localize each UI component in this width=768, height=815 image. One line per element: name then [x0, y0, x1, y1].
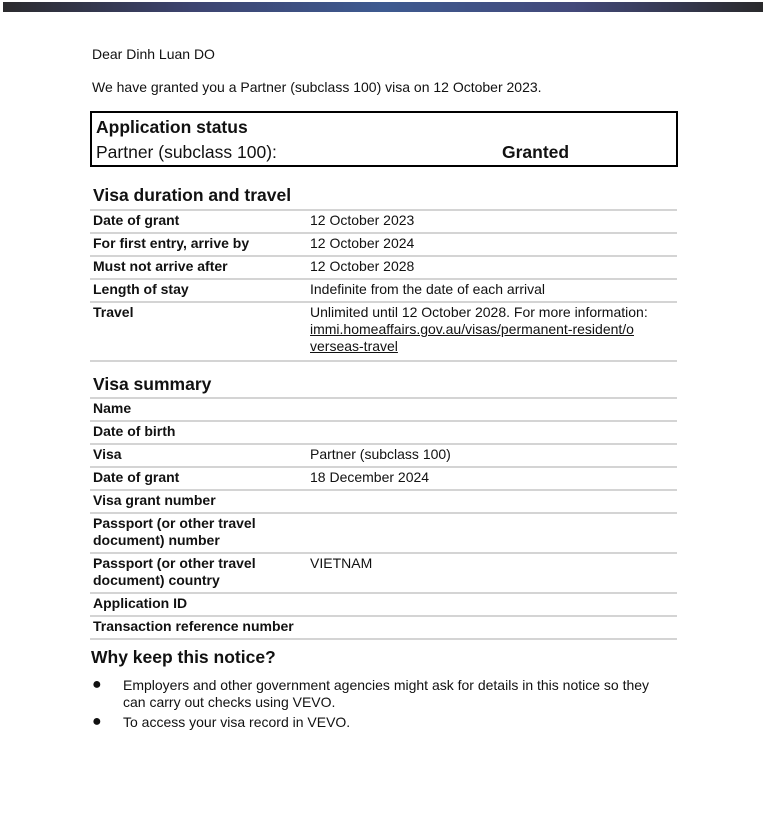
list-item — [92, 714, 672, 731]
table-row — [90, 490, 677, 513]
why-heading: Why keep this notice? — [91, 647, 276, 667]
why-list — [92, 677, 672, 734]
summary-table — [90, 397, 677, 640]
list-item-text: To access your visa record in VEVO. — [123, 714, 351, 730]
table-row — [90, 467, 677, 490]
table-row — [90, 233, 677, 256]
table-row — [90, 593, 677, 616]
bullet-icon: ● — [92, 713, 102, 730]
row-label: Transaction reference number — [90, 616, 307, 639]
row-value: 12 October 2024 — [307, 233, 677, 256]
table-row — [90, 553, 677, 593]
list-item — [92, 677, 672, 711]
row-label: Visa grant number — [90, 490, 307, 513]
row-value: 12 October 2023 — [307, 210, 677, 233]
table-row — [90, 302, 677, 361]
summary-heading: Visa summary — [93, 374, 212, 394]
intro-text: We have granted you a Partner (subclass 100) visa on 12 October 2023. — [92, 79, 542, 95]
row-value: 18 December 2024 — [307, 467, 677, 490]
duration-table — [90, 209, 677, 362]
header-bar — [3, 2, 763, 12]
row-value: Partner (subclass 100) — [307, 444, 677, 467]
row-label: Length of stay — [90, 279, 307, 302]
row-label: Must not arrive after — [90, 256, 307, 279]
table-row — [90, 279, 677, 302]
travel-info-link[interactable]: immi.homeaffairs.gov.au/visas/permanent-resident/overseas-travel — [310, 321, 634, 354]
row-label: For first entry, arrive by — [90, 233, 307, 256]
duration-heading: Visa duration and travel — [93, 185, 292, 205]
greeting: Dear Dinh Luan DO — [92, 46, 215, 62]
row-value — [307, 398, 677, 421]
row-value: 12 October 2028 — [307, 256, 677, 279]
row-value — [307, 513, 677, 553]
bullet-icon: ● — [92, 676, 102, 693]
row-value: VIETNAM — [307, 553, 677, 593]
row-value — [307, 490, 677, 513]
row-value — [307, 421, 677, 444]
table-row — [90, 398, 677, 421]
row-label: Application ID — [90, 593, 307, 616]
row-value — [307, 593, 677, 616]
list-item-text: Employers and other government agencies might ask for details in this notice so they can carry out checks using VEVO. — [123, 677, 650, 710]
row-label: Passport (or other travel document) number — [90, 513, 307, 553]
table-row — [90, 616, 677, 639]
row-label: Visa — [90, 444, 307, 467]
row-value: Unlimited until 12 October 2028. For more information: — [310, 304, 648, 320]
row-label: Date of grant — [90, 467, 307, 490]
row-label: Date of grant — [90, 210, 307, 233]
application-status-box — [90, 111, 678, 167]
row-label: Name — [90, 398, 307, 421]
row-label: Date of birth — [90, 421, 307, 444]
table-row — [90, 444, 677, 467]
row-value: Indefinite from the date of each arrival — [307, 279, 677, 302]
row-label: Passport (or other travel document) country — [90, 553, 307, 593]
table-row — [90, 256, 677, 279]
status-heading: Application status — [96, 117, 248, 137]
status-label: Partner (subclass 100): — [96, 142, 277, 162]
status-value: Granted — [502, 142, 570, 162]
table-row — [90, 421, 677, 444]
row-value — [307, 616, 677, 639]
table-row — [90, 210, 677, 233]
row-label: Travel — [90, 302, 307, 361]
table-row — [90, 513, 677, 553]
